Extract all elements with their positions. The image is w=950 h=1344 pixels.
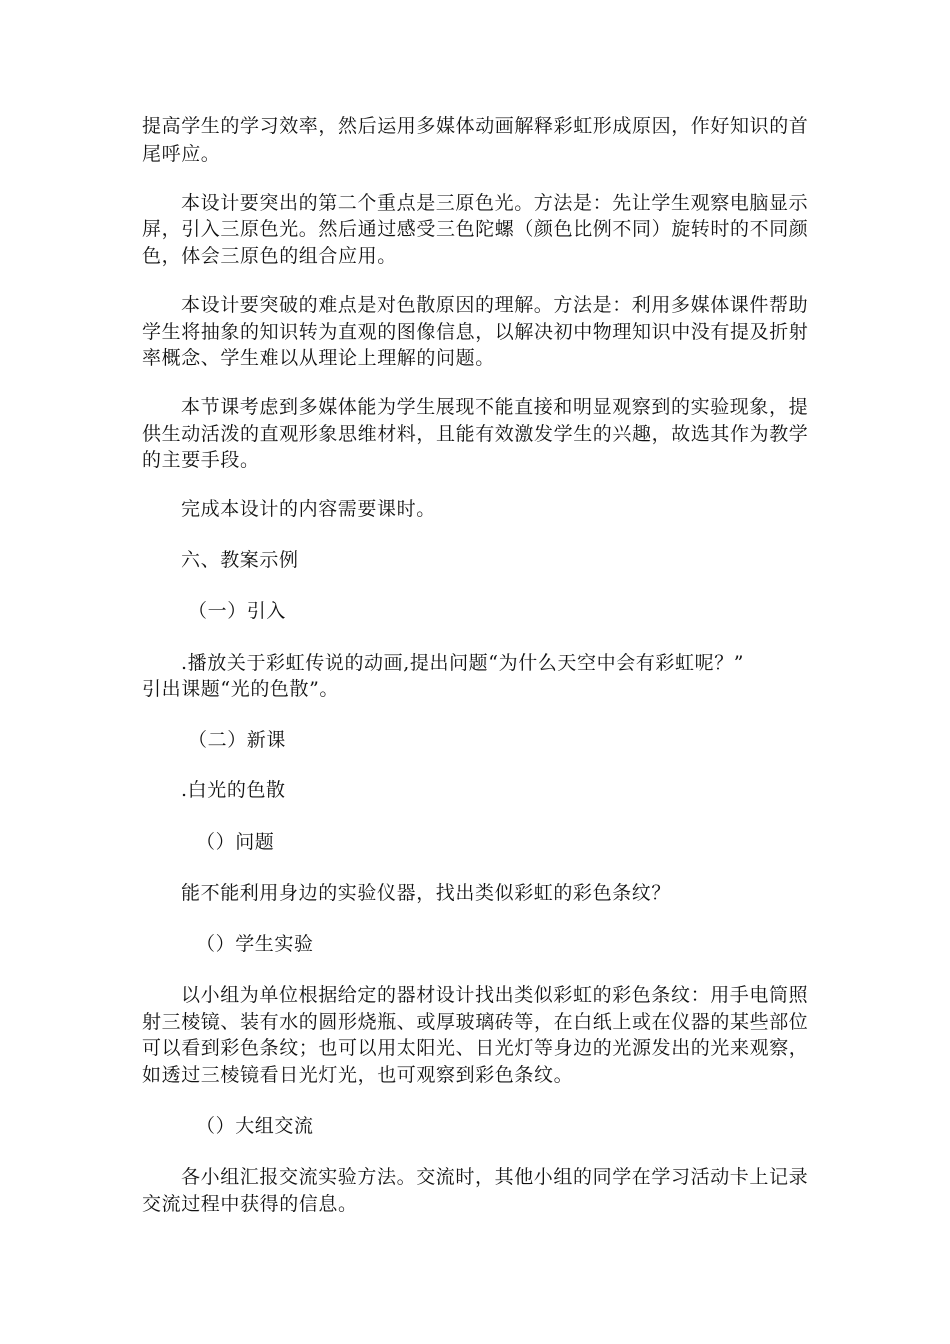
item-heading: （）大组交流 (196, 1115, 314, 1137)
paragraph-line: 本设计要突出的第二个重点是三原色光。方法是：先让学生观察电脑显示 (181, 192, 809, 214)
paragraph-line: 屏，引入三原色光。然后通过感受三色陀螺（颜色比例不同）旋转时的不同颜 (142, 218, 809, 240)
item-heading: （）学生实验 (196, 933, 314, 955)
section-heading: 六、教案示例 (181, 549, 299, 571)
item-heading: （）问题 (196, 831, 275, 853)
paragraph-line: 的主要手段。 (142, 449, 260, 471)
paragraph-line: 本节课考虑到多媒体能为学生展现不能直接和明显观察到的实验现象，提 (181, 396, 809, 418)
topic-heading: .白光的色散 (181, 779, 286, 801)
paragraph-line: 如透过三棱镜看日光灯光，也可观察到彩色条纹。 (142, 1064, 574, 1086)
paragraph-line: 射三棱镜、装有水的圆形烧瓶、或厚玻璃砖等，在白纸上或在仪器的某些部位 (142, 1011, 809, 1033)
paragraph-line: 学生将抽象的知识转为直观的图像信息，以解决初中物理知识中没有提及折射 (142, 321, 809, 343)
paragraph-line: 引出课题“光的色散”。 (142, 678, 340, 700)
paragraph-line: 提高学生的学习效率，然后运用多媒体动画解释彩虹形成原因，作好知识的首 (142, 115, 809, 137)
paragraph-line: 交流过程中获得的信息。 (142, 1193, 358, 1215)
paragraph-line: 尾呼应。 (142, 143, 221, 165)
paragraph-line: 率概念、学生难以从理论上理解的问题。 (142, 347, 495, 369)
paragraph-line: .播放关于彩虹传说的动画,提出问题“为什么天空中会有彩虹呢？” (181, 652, 745, 674)
paragraph-line: 本设计要突破的难点是对色散原因的理解。方法是：利用多媒体课件帮助 (181, 294, 809, 316)
paragraph-line: 色，体会三原色的组合应用。 (142, 245, 397, 267)
paragraph-line: 各小组汇报交流实验方法。交流时，其他小组的同学在学习活动卡上记录 (181, 1166, 809, 1188)
paragraph-line: 完成本设计的内容需要课时。 (181, 498, 436, 520)
subsection-heading: （二）新课 (188, 729, 287, 751)
paragraph-line: 供生动活泼的直观形象思维材料，且能有效激发学生的兴趣，故选其作为教学 (142, 423, 809, 445)
paragraph-line: 能不能利用身边的实验仪器，找出类似彩虹的彩色条纹？ (181, 882, 672, 904)
paragraph-line: 可以看到彩色条纹；也可以用太阳光、日光灯等身边的光源发出的光来观察， (142, 1037, 809, 1059)
paragraph-line: 以小组为单位根据给定的器材设计找出类似彩虹的彩色条纹：用手电筒照 (181, 984, 809, 1006)
subsection-heading: （一）引入 (188, 600, 287, 622)
